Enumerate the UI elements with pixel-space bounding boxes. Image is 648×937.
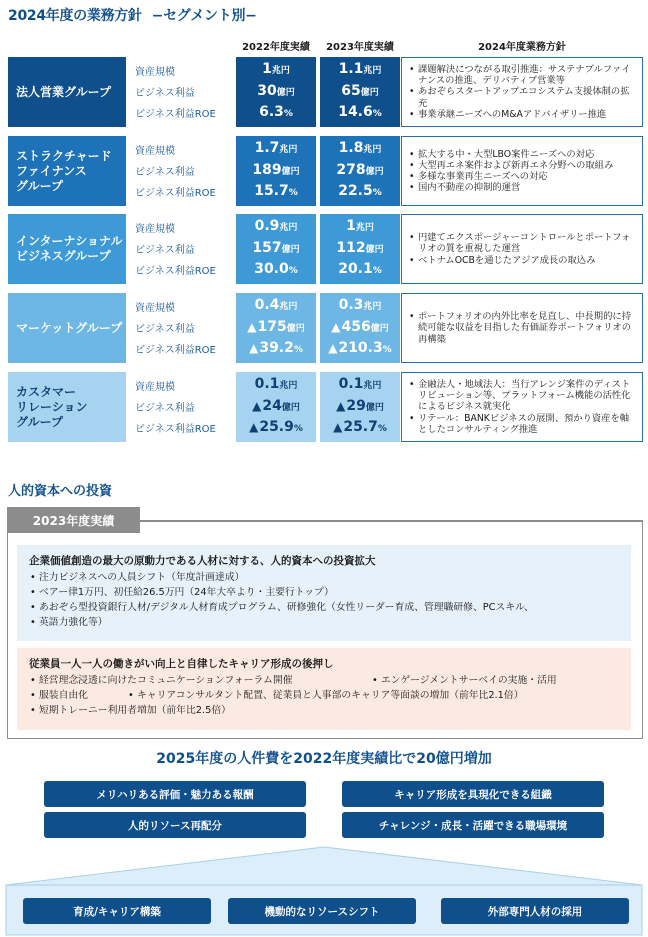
policy-item: • 課題解決につながる取引推進：サステナブルファイナンスの推進、デリバティブ営業等 [408,64,636,86]
value-number: 189 [252,162,282,178]
investment-item: • ベアー律1万円、初任給26.5万円（24年大卒より・主要行トップ） [29,585,619,600]
metric-value [320,83,400,99]
value-unit: 兆円 [279,381,298,391]
metric-label: ビジネス利益ROE [135,424,216,435]
values-2022 [236,136,316,206]
negative-marker: ▲ [249,341,259,355]
value-unit: 億円 [370,324,389,334]
value-unit: 兆円 [363,302,382,312]
policy-item: • ポートフォリオの内外比率を見直し、中長期的に持続可能な収益を目指した有価証券ポートフォリオの再構築 [408,311,636,345]
segment-name-line: グループ [16,414,64,429]
metric-value [320,162,400,178]
policy-box [401,136,643,206]
policy-box [401,214,643,284]
value-unit: % [382,345,392,355]
value-number: 210.3 [338,340,383,356]
foundation-resource-shift: 機動的なリソースシフト [228,898,416,924]
value-number: 1.1 [338,61,364,77]
metric-label: ビジネス利益 [135,245,195,256]
metric-value [236,140,316,156]
policy-item: • 多様な事業再生ニーズへの対応 [408,171,636,182]
engagement-item: • 短期トレーニー利用者増加（前年比2.5倍） [29,703,619,718]
value-number: 0.1 [338,376,364,392]
metric-value [236,376,316,392]
value-unit: 億円 [365,167,384,177]
value-number: 1 [262,61,272,77]
metric-value [236,297,316,313]
policy-item: • 大型再エネ案件および新再エネ分野への取組み [408,160,636,171]
page-subtitle: −セグメント別− [151,8,257,24]
policy-item: • リテール：BANKビジネスの展開、預かり資産を軸としたコンサルティング推進 [408,413,636,435]
value-unit: % [288,266,298,276]
negative-marker: ▲ [249,420,259,434]
value-unit: % [377,424,387,434]
value-number: 30.0 [254,261,289,277]
metric-value [320,240,400,256]
metric-value [236,319,316,335]
metric-value [320,340,400,356]
value-number: 25.7 [343,419,378,435]
value-number: 29 [346,398,366,414]
values-2023 [320,214,400,284]
metric-value [236,419,316,435]
negative-marker: ▲ [333,420,343,434]
segment-name-line: マーケットグループ [16,320,123,335]
value-number: 24 [262,398,282,414]
value-unit: % [293,424,303,434]
personnel-cost-goal: 2025年度の人件費を2022年度実績比で20億円増加 [156,751,492,767]
segment-name-line: ファイナンス [16,163,87,178]
value-number: 278 [336,162,366,178]
page-title: 2024年度の業務方針 −セグメント別− [8,8,257,24]
value-unit: 兆円 [271,66,290,76]
engagement-item: • エンゲージメントサーベイの実施・活用 [371,673,557,688]
pillar-career-organization: キャリア形成を具現化できる組織 [342,781,604,807]
investment-panel [17,545,631,641]
metric-value [320,419,400,435]
investment-item: • 注力ビジネスへの人員シフト（年度計画達成） [29,570,619,585]
metric-value [236,61,316,77]
value-unit: 億円 [360,88,379,98]
policy-item: • 国内不動産の抑制的運営 [408,182,636,193]
values-2022 [236,372,316,442]
value-number: 0.1 [254,376,280,392]
values-2023 [320,293,400,363]
value-number: 15.7 [254,183,289,199]
value-number: 1.8 [338,140,364,156]
value-unit: 兆円 [279,145,298,155]
value-unit: 億円 [365,403,384,413]
metric-value [236,398,316,414]
metric-value [320,104,400,120]
segment-name-line: ストラクチャード [16,148,112,163]
results-frame-top-border [140,520,643,522]
policy-box [401,372,643,442]
col-head-2024-policy: 2024年度業務方針 [478,42,566,53]
policy-item: • 金融法人・地域法人：当行アレンジ案件のディストリビューション等、プラットフォーム機能の活性化によるビジネス就実化 [408,379,636,413]
segment-name-line: 法人営業グループ [16,84,112,99]
value-number: 0.4 [254,297,280,313]
metric-label: 資産規模 [135,146,175,157]
pyramid-roof [6,847,642,885]
engagement-item: • 経営理念浸透に向けたコミュニケーションフォーラム開催 [29,673,371,688]
pillar-workplace-environment: チャレンジ・成長・活躍できる職場環境 [342,812,604,838]
engagement-heading: 従業員一人一人の働きがい向上と自律したキャリア形成の後押し [29,658,334,670]
negative-marker: ▲ [331,320,341,334]
metric-value [236,162,316,178]
value-number: 157 [252,240,282,256]
metric-value [320,261,400,277]
metric-label: ビジネス利益 [135,167,195,178]
metric-label: 資産規模 [135,303,175,314]
foundation-training-career: 育成/キャリア構築 [23,898,211,924]
metric-value [236,340,316,356]
metric-value [236,104,316,120]
value-number: 0.9 [254,218,280,234]
policy-item: • 事業承継ニーズへのM&Aアドバイザリー推進 [408,109,636,120]
metric-value [320,218,400,234]
pillar-evaluation-reward: メリハリある評価・魅力ある報酬 [44,781,306,807]
metric-label: 資産規模 [135,67,175,78]
value-number: 0.3 [338,297,364,313]
metric-label: ビジネス利益ROE [135,109,216,120]
value-number: 65 [341,83,361,99]
value-number: 20.1 [338,261,373,277]
metric-value [320,61,400,77]
metric-label: ビジネス利益 [135,88,195,99]
metric-value [320,140,400,156]
values-2022 [236,293,316,363]
value-unit: % [372,188,382,198]
value-unit: % [283,109,293,119]
segment-label [8,214,126,284]
results-tab-2023: 2023年度実績 [7,507,140,533]
policy-item: • 拡大する中・大型LBO案件ニーズへの対応 [408,149,636,160]
policy-box [401,57,643,127]
metric-value [320,319,400,335]
value-unit: % [372,109,382,119]
value-number: 1 [346,218,356,234]
metric-label: 資産規模 [135,224,175,235]
negative-marker: ▲ [336,399,346,413]
values-2023 [320,136,400,206]
metric-value [320,297,400,313]
metric-label: ビジネス利益ROE [135,188,216,199]
value-unit: 兆円 [363,145,382,155]
value-number: 6.3 [259,104,284,120]
policy-item: • あおぞらスタートアップエコシステム支援体制の拡充 [408,86,636,108]
segment-name-line: インターナショナル [16,234,123,248]
metric-label: 資産規模 [135,382,175,393]
value-number: 456 [341,319,371,335]
investment-item-continued: • 英語力強化等） [29,615,619,630]
value-unit: 兆円 [355,223,374,233]
value-unit: 億円 [286,324,305,334]
metric-value [236,240,316,256]
values-2023 [320,372,400,442]
value-unit: % [293,345,303,355]
engagement-item: • キャリアコンサルタント配置、従業員と人事部のキャリア等面談の増加（前年比2.1倍） [127,688,524,703]
metric-value [236,261,316,277]
value-unit: 兆円 [363,66,382,76]
value-unit: 億円 [365,245,384,255]
negative-marker: ▲ [328,341,338,355]
segment-label [8,293,126,363]
values-2023 [320,57,400,127]
values-2022 [236,57,316,127]
value-number: 39.2 [259,340,294,356]
investment-item: • あおぞら型投資銀行人材/デジタル人材育成プログラム、研修強化（女性リーダー育成、管理職研修、PCスキル、 [29,600,619,615]
metric-label: ビジネス利益ROE [135,266,216,277]
policy-box [401,293,643,363]
human-capital-title: 人的資本への投資 [8,484,113,499]
value-number: 175 [257,319,287,335]
metric-value [236,83,316,99]
engagement-item: • 服装自由化 [29,688,127,703]
value-unit: 兆円 [363,381,382,391]
value-unit: % [288,188,298,198]
metric-label: ビジネス利益 [135,324,195,335]
pillar-resource-reallocation: 人的リソース再配分 [44,812,306,838]
metric-label: ビジネス利益 [135,403,195,414]
value-unit: 億円 [276,88,295,98]
negative-marker: ▲ [252,399,262,413]
segment-label [8,136,126,206]
metric-value [320,183,400,199]
segment-name-line: ビジネスグループ [16,249,111,263]
col-head-2023: 2023年度実績 [326,42,394,53]
value-number: 30 [257,83,277,99]
value-unit: 兆円 [279,223,298,233]
col-head-2022: 2022年度実績 [242,42,310,53]
value-number: 14.6 [338,104,373,120]
foundation-external-hiring: 外部専門人材の採用 [441,898,629,924]
segment-label [8,57,126,127]
value-unit: 億円 [281,403,300,413]
value-unit: 億円 [281,167,300,177]
value-number: 112 [336,240,366,256]
metric-value [320,398,400,414]
metric-value [236,183,316,199]
policy-item: • ベトナムOCBを通じたアジア成長の取込み [408,255,636,266]
policy-item: • 円建てエクスポージャーコントロールとポートフォリオの質を重視した運営 [408,232,636,254]
value-number: 1.7 [254,140,280,156]
value-unit: 億円 [281,245,300,255]
segment-name-line: グループ [16,178,64,193]
value-number: 25.9 [259,419,294,435]
metric-value [236,218,316,234]
engagement-panel [17,648,631,730]
negative-marker: ▲ [247,320,257,334]
metric-value [320,376,400,392]
values-2022 [236,214,316,284]
segment-name-line: リレーション [16,399,88,414]
investment-heading: 企業価値創造の最大の原動力である人材に対する、人的資本への投資拡大 [29,555,376,567]
value-unit: 兆円 [279,302,298,312]
segment-name-line: カスタマー [16,384,77,399]
metric-label: ビジネス利益ROE [135,345,216,356]
segment-label [8,372,126,442]
value-number: 22.5 [338,183,373,199]
value-unit: % [372,266,382,276]
